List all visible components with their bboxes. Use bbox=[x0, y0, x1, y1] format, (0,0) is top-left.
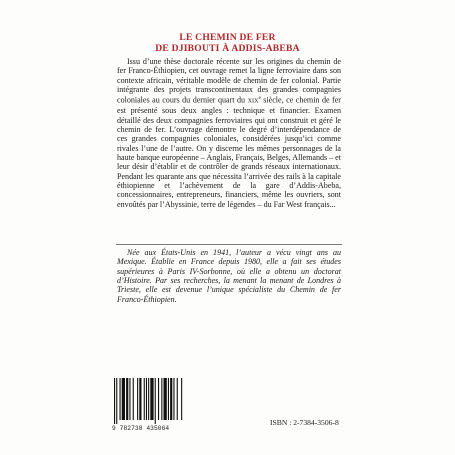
barcode-bar bbox=[146, 378, 147, 420]
barcode-bar bbox=[170, 378, 172, 420]
section-divider bbox=[116, 244, 342, 245]
barcode-bar bbox=[148, 378, 149, 420]
barcode-bar bbox=[116, 378, 117, 424]
barcode-bar bbox=[129, 378, 130, 420]
summary-century-sup: e bbox=[258, 96, 261, 102]
barcode-digits: 9 782738 435064 bbox=[112, 425, 170, 432]
barcode-bar bbox=[168, 378, 169, 420]
title-line-2: DE DJIBOUTI À ADDIS-ABEBA bbox=[155, 43, 300, 54]
barcode-bar bbox=[122, 378, 125, 420]
isbn-label: ISBN : 2-7384-3506-8 bbox=[270, 418, 339, 427]
summary-text-end: siècle, ce chemin de fer est présenté sous deux angles : technique et financier. Examen détaillé des deux compagnies ferroviaires qui ont construit et géré le chemin de fer. L’ouvrage démontre le degré d’interdépendance de ces grandes compagnies coloniales, considérées jusqu’ici comme rivales l’une de l’autre. On y discerne les mêmes personnages de la haute banque européenne – Anglais, Français, Belges, Allemands – et leur désir d’établir et de contrôler de grands réseaux internationaux. Pendant les quarante ans que nécessita l’arrivée des rails à la capitale éthiopienne et l’achèvement de la gare d’Addis-Abeba, concessionnaires, entrepreneurs, financiers, même les ouvriers, sont envoûtés par l’Abyssinie, terre de légendes – du Far West français... bbox=[117, 96, 341, 209]
barcode-bar bbox=[161, 378, 162, 420]
barcode-bar bbox=[173, 378, 174, 420]
barcode-bar bbox=[144, 378, 145, 420]
barcode-bar bbox=[133, 378, 134, 420]
summary-century: XIX bbox=[247, 98, 259, 106]
book-title bbox=[0, 32, 455, 54]
barcode-bar bbox=[139, 378, 141, 420]
barcode-bars bbox=[112, 378, 184, 424]
barcode-bar bbox=[155, 378, 156, 424]
barcode-bar bbox=[126, 378, 128, 420]
barcode-bar bbox=[158, 378, 159, 420]
summary-text-start: Issu d’une thèse doctorale récente sur les origines du chemin de fer Franco-Éthiopien, cet ouvrage remet la ligne ferroviaire dans son contexte africain, véritable modèle de chemin de fer colonial. Partie intégrante des projets transcontinentaux des grandes compagnies coloniales au cours du dernier quart du bbox=[117, 57, 341, 106]
barcode-bar bbox=[164, 378, 167, 420]
barcode-bar bbox=[177, 378, 178, 420]
barcode-bar bbox=[137, 378, 138, 420]
barcode-bar bbox=[181, 378, 182, 420]
barcode-bar bbox=[114, 378, 115, 424]
author-bio: Née aux États-Unis en 1941, l’auteur a vécu vingt ans au Mexique. Établie en France depuis 1980, elle a fait ses études supérieures à Paris IV-Sorbonne, où elle a obtenu un doctorat d’Histoire. Par ses recherches, la menant la menant de Londres à Trieste, elle est devenue l’unique spécialiste du Chemin de fer Franco-Éthiopien. bbox=[117, 248, 341, 304]
summary-paragraph bbox=[117, 57, 341, 209]
barcode-bar bbox=[120, 378, 121, 420]
title-line-1: LE CHEMIN DE FER bbox=[179, 32, 276, 43]
barcode-bar bbox=[150, 378, 153, 420]
